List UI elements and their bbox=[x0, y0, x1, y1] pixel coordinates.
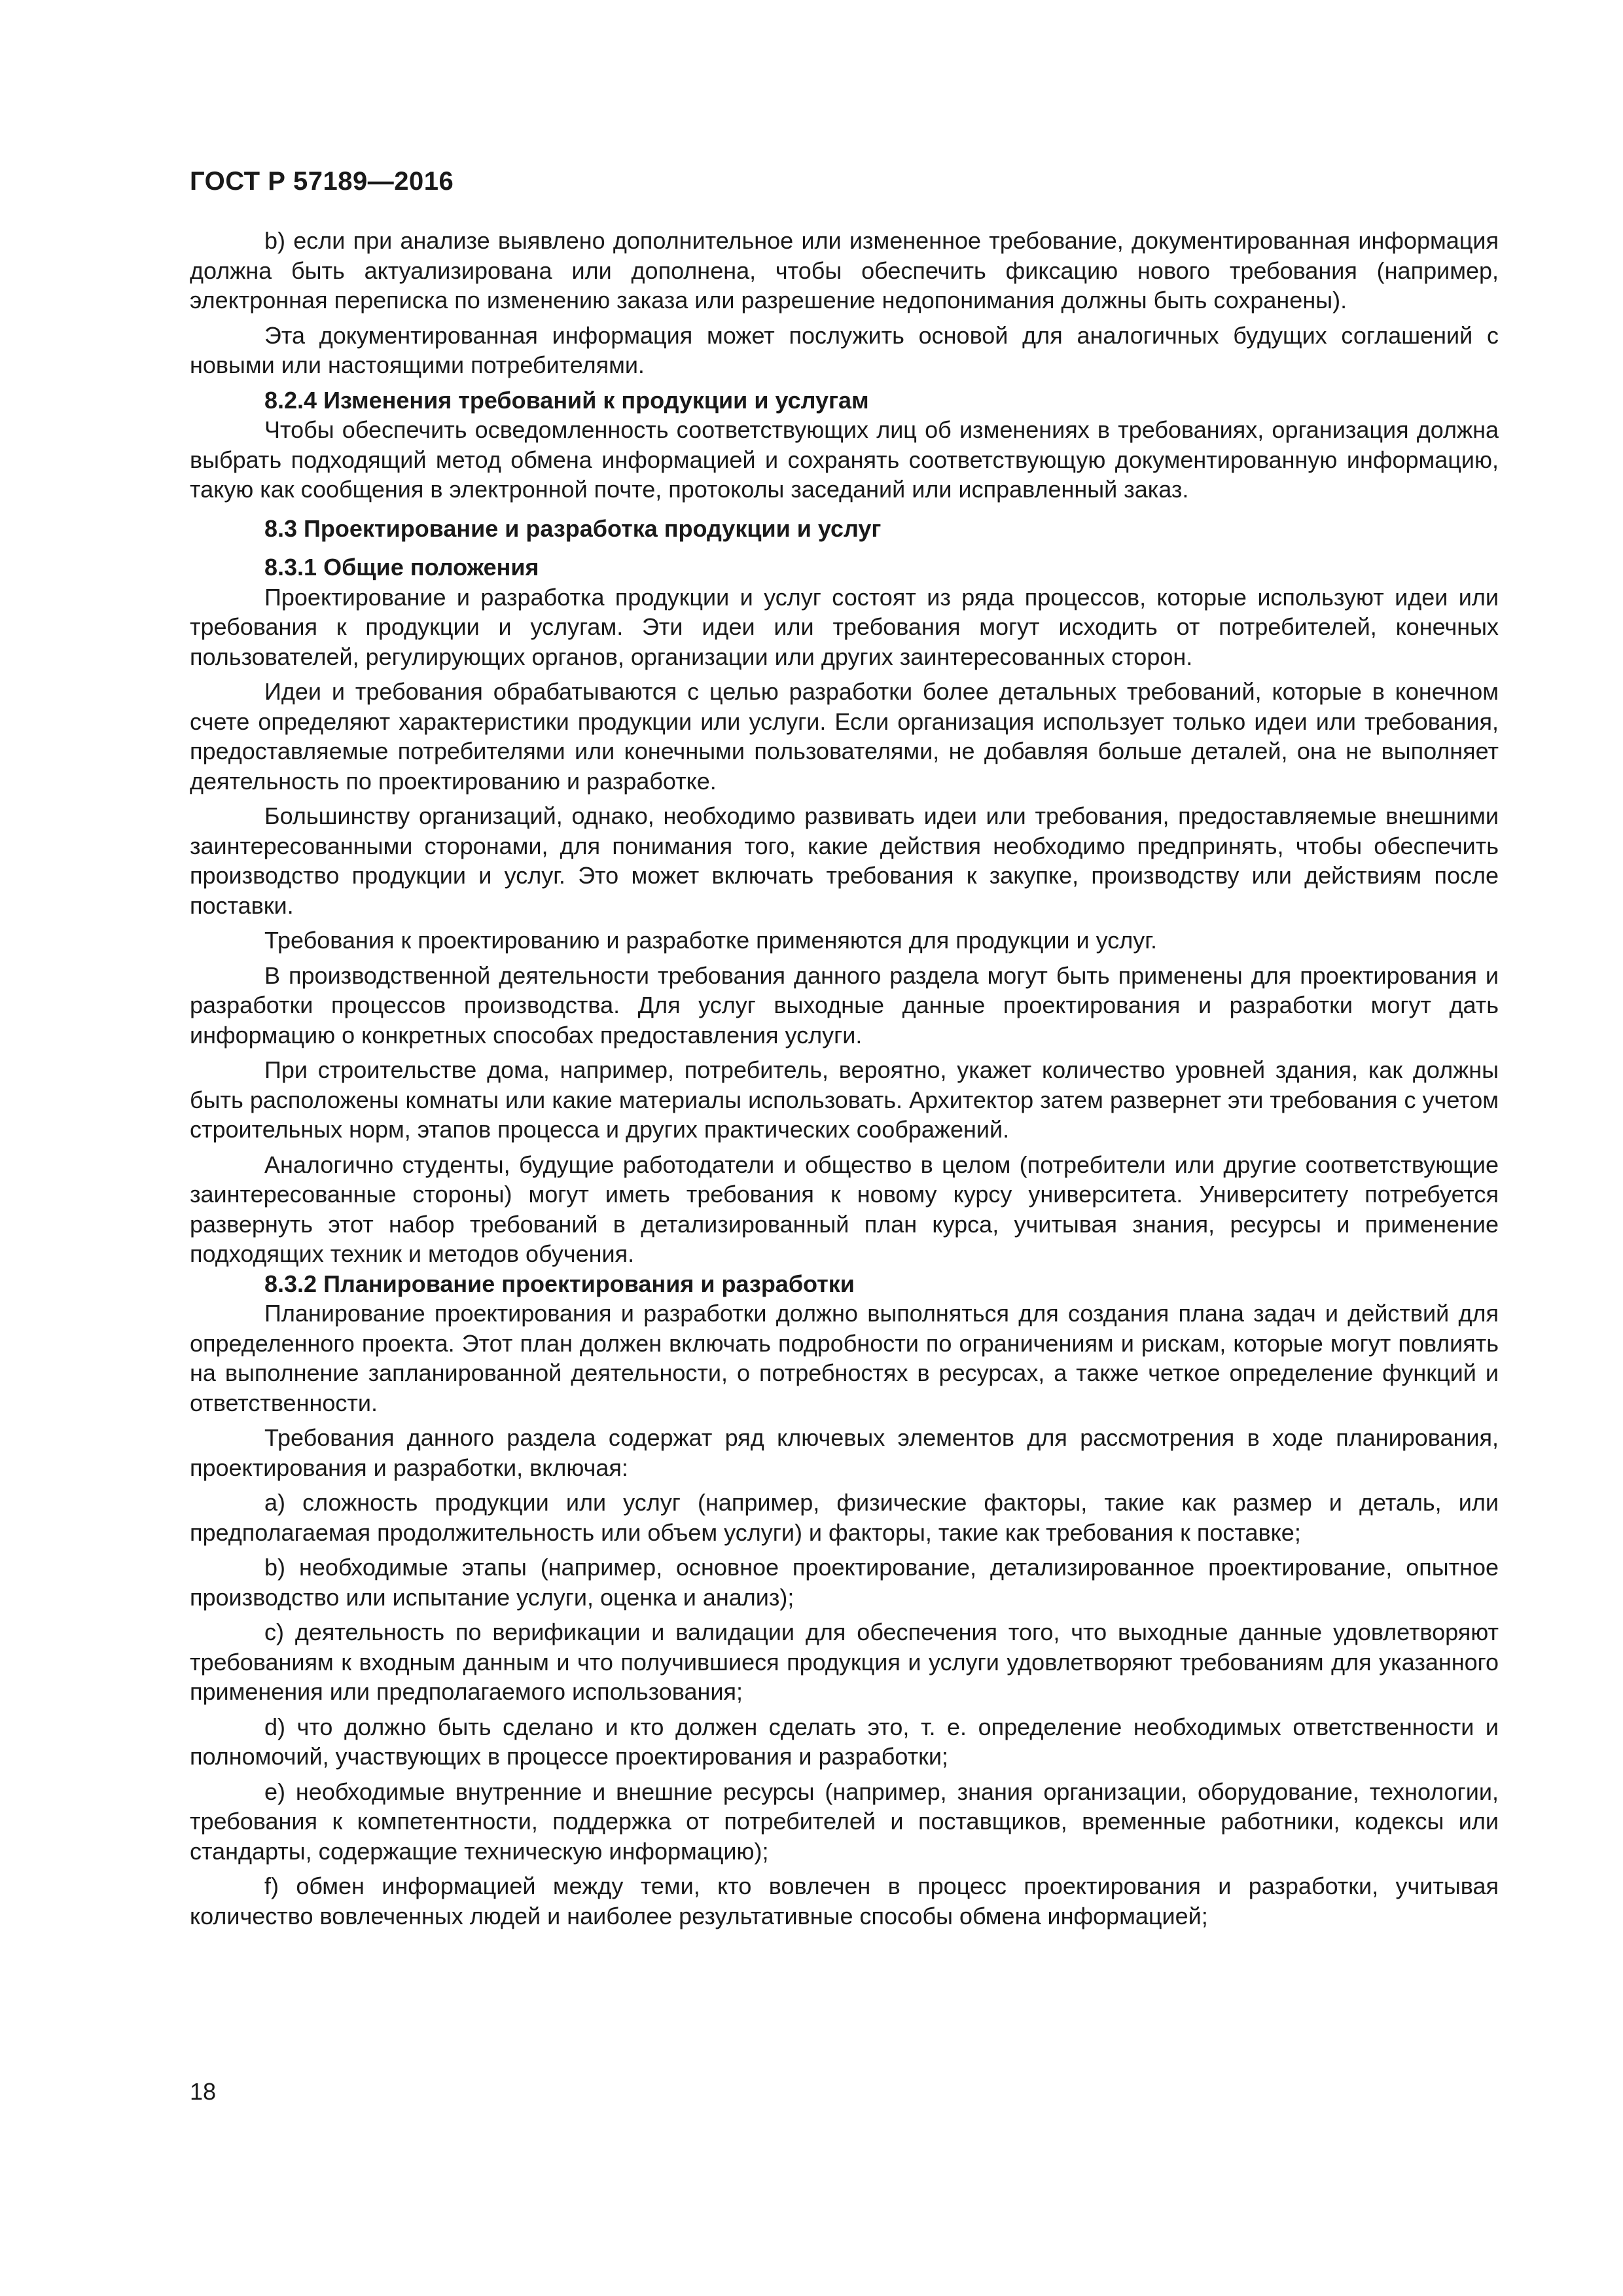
paragraph-ideas-requirements: Идеи и требования обрабатываются с целью разработки более детальных требований, которые в конечном счете определяют характеристики продукции или услуги. Если организация использует только идеи или требования, предоставляемые потребителями или конечными пользователями, не добавляя больше деталей, она не выполняет деятельность по проектированию и разработке. bbox=[190, 678, 1499, 795]
paragraph-most-organizations: Большинству организаций, однако, необходимо развивать идеи или требования, предоставляемые внешними заинтересованными сторонами, для понимания того, какие действия необходимо предпринять, чтобы обеспечить производство продукции и услуг. Это может включать требования к закупке, производству или действиям после поставки. bbox=[190, 802, 1499, 919]
list-item-f: f) обмен информацией между теми, кто вовлечен в процесс проектирования и разработки, учитывая количество вовлеченных людей и наиболее результативные способы обмена информацией; bbox=[190, 1873, 1499, 1929]
heading-8-3: 8.3 Проектирование и разработка продукции и услуг bbox=[264, 514, 882, 542]
list-item-d: d) что должно быть сделано и кто должен сделать это, т. е. определение необходимых ответственности и полномочий, участвующих в процессе проектирования и разработки; bbox=[190, 1713, 1499, 1770]
paragraph-8-2-4-body: Чтобы обеспечить осведомленность соответствующих лиц об изменениях в требованиях, организация должна выбрать подходящий метод обмена информацией и сохранять соответствующую документированную информацию, такую как сообщения в электронной почте, протоколы заседаний или исправленный заказ. bbox=[190, 416, 1499, 503]
list-item-e: e) необходимые внутренние и внешние ресурсы (например, знания организации, оборудование, технологии, требования к компетентности, поддержка от потребителей и поставщиков, временные работники, кодексы или стандарты, содержащие техническую информацию); bbox=[190, 1778, 1499, 1865]
document-header: ГОСТ Р 57189—2016 bbox=[190, 167, 454, 196]
paragraph-8-3-2-planning: Планирование проектирования и разработки должно выполняться для создания плана задач и действий для определенного проекта. Этот план должен включать подробности по ограничениям и рискам, которые могут повлиять на выполнение запланированной деятельности, о потребностях в ресурсах, а также четкое определение функций и ответственности. bbox=[190, 1300, 1499, 1416]
paragraph-b-changed-requirement: b) если при анализе выявлено дополнительное или измененное требование, документированная информация должна быть актуализирована или дополнена, чтобы обеспечить фиксацию нового требования (например, электронная переписка по изменению заказа или разрешение недопонимания должны быть сохранены). bbox=[190, 227, 1499, 314]
heading-8-2-4: 8.2.4 Изменения требований к продукции и услугам bbox=[264, 386, 869, 414]
paragraph-documented-info-basis: Эта документированная информация может послужить основой для аналогичных будущих соглашений с новыми или настоящими потребителями. bbox=[190, 321, 1499, 378]
heading-8-3-1: 8.3.1 Общие положения bbox=[264, 554, 539, 581]
list-item-c: c) деятельность по верификации и валидации для обеспечения того, что выходные данные удовлетворяют требованиям к входным данным и что получившиеся продукция и услуги удовлетворяют требованиям для указанного применения или предполагаемого использования; bbox=[190, 1619, 1499, 1705]
document-body bbox=[190, 226, 1499, 1931]
paragraph-8-3-1-processes: Проектирование и разработка продукции и услуг состоят из ряда процессов, которые используют идеи или требования к продукции и услугам. Эти идеи или требования могут исходить от потребителей, конечных пользователей, регулирующих органов, организации или других заинтересованных сторон. bbox=[190, 583, 1499, 670]
paragraph-key-elements: Требования данного раздела содержат ряд ключевых элементов для рассмотрения в ходе планирования, проектирования и разработки, включая: bbox=[190, 1424, 1499, 1481]
paragraph-house-example: При строительстве дома, например, потребитель, вероятно, укажет количество уровней здания, как должны быть расположены комнаты или какие материалы использовать. Архитектор затем развернет эти требования с учетом строительных норм, этапов процесса и других практических соображений. bbox=[190, 1056, 1499, 1143]
paragraph-university-example: Аналогично студенты, будущие работодатели и общество в целом (потребители или другие соответствующие заинтересованные стороны) могут иметь требования к новому курсу университета. Университету потребуется развернуть этот набор требований в детализированный план курса, учитывая знания, ресурсы и применение подходящих техник и методов обучения. bbox=[190, 1151, 1499, 1267]
page-number: 18 bbox=[190, 2078, 217, 2105]
list-item-b: b) необходимые этапы (например, основное проектирование, детализированное проектирование, опытное производство или испытание услуги, оценка и анализ); bbox=[190, 1554, 1499, 1611]
heading-8-3-2: 8.3.2 Планирование проектирования и разработки bbox=[264, 1270, 855, 1297]
list-item-a: a) сложность продукции или услуг (например, физические факторы, такие как размер и деталь, или предполагаемая продолжительность или объем услуги) и факторы, такие как требования к поставке; bbox=[190, 1489, 1499, 1546]
paragraph-production-activity: В производственной деятельности требования данного раздела могут быть применены для проектирования и разработки процессов производства. Для услуг выходные данные проектирования и разработки могут дать информацию о конкретных способах предоставления услуги. bbox=[190, 961, 1499, 1049]
paragraph-requirements-apply: Требования к проектированию и разработке применяются для продукции и услуг. bbox=[264, 927, 1157, 954]
